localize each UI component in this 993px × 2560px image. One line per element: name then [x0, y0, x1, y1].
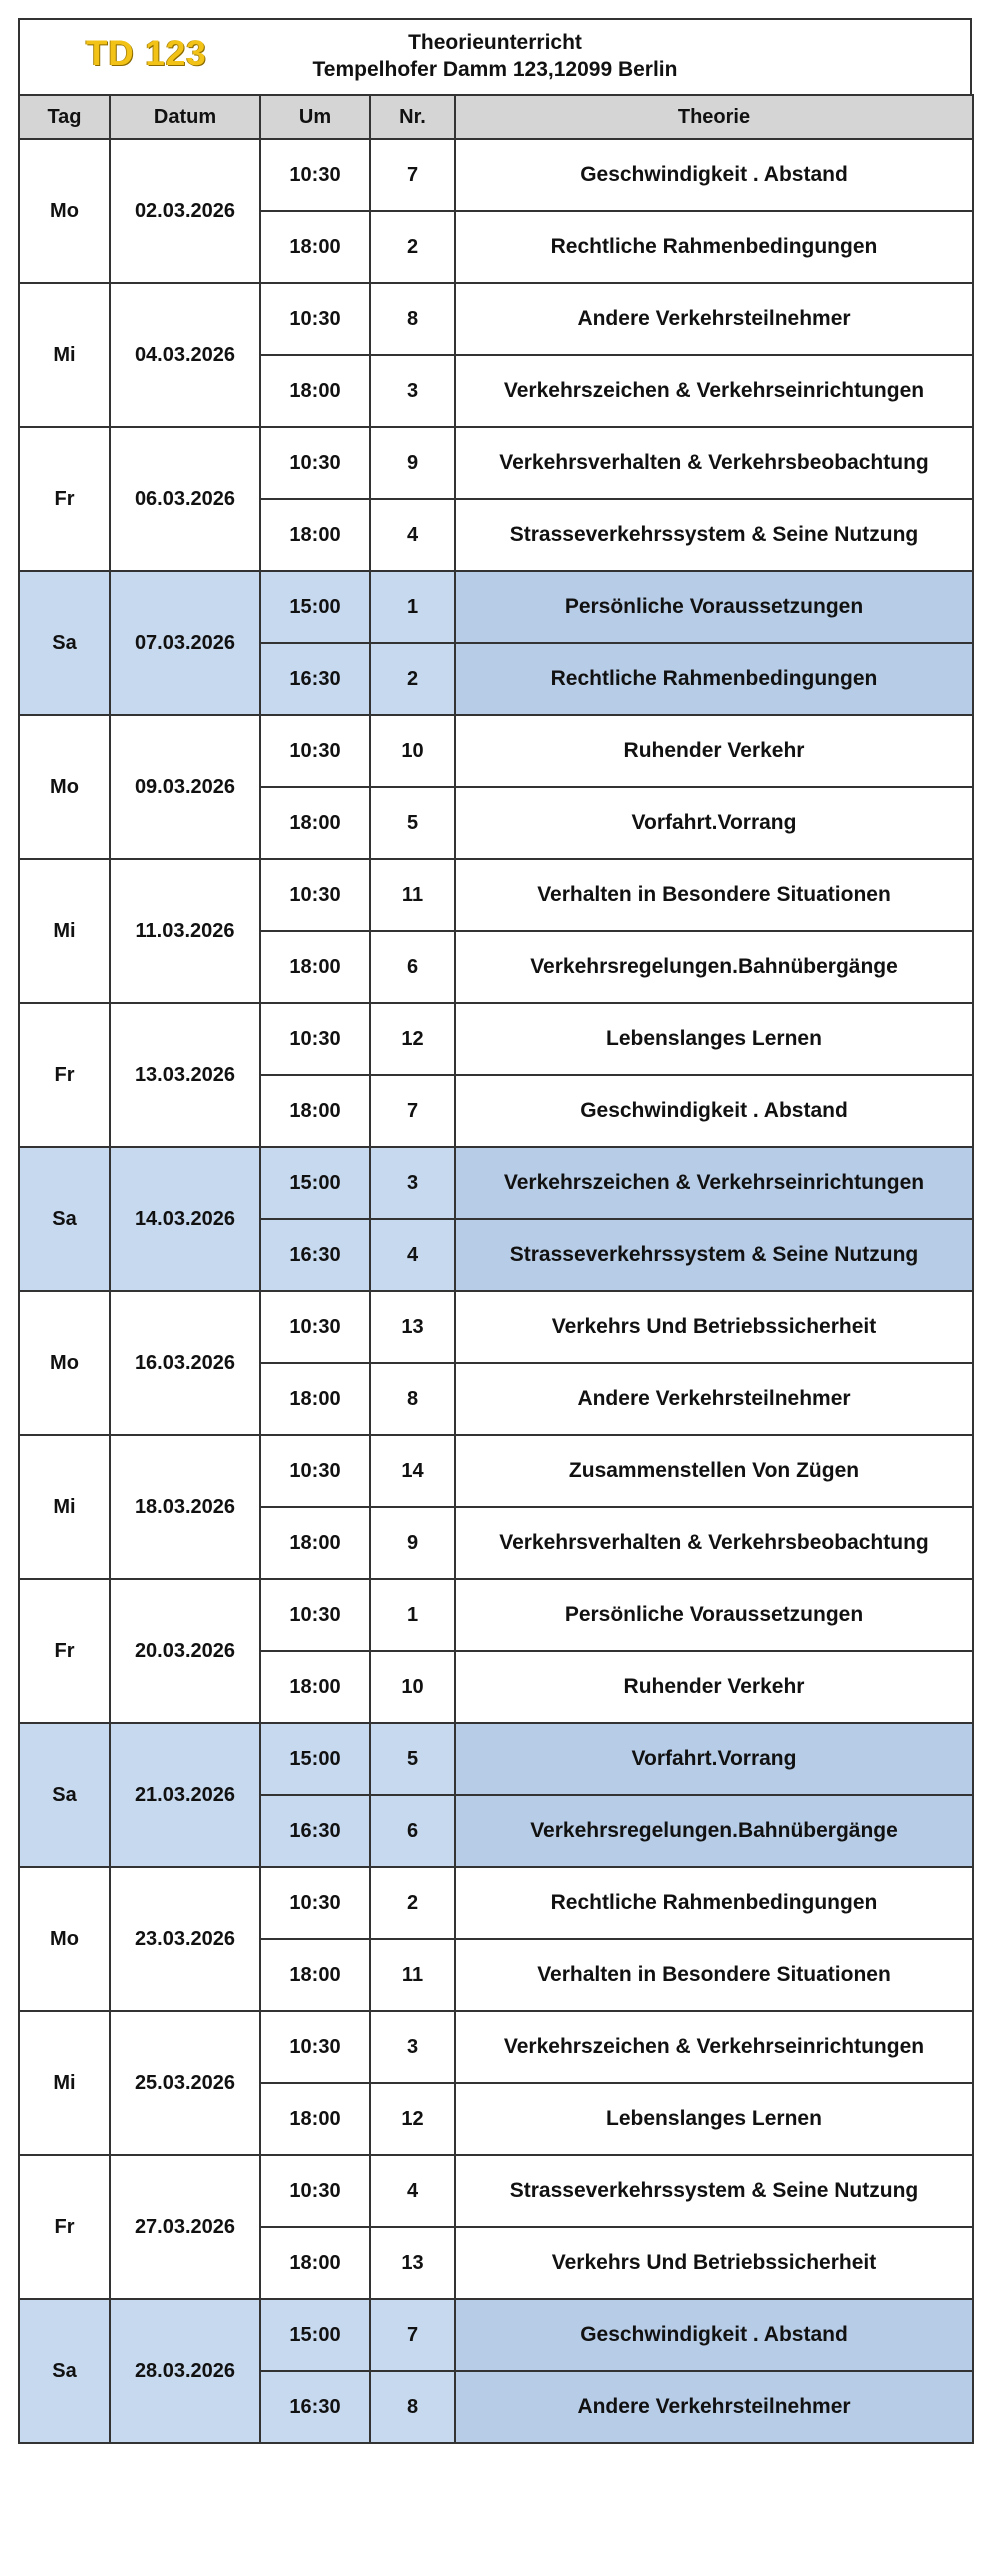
time-cell: 18:00 — [260, 1939, 370, 2011]
table-row — [19, 2011, 973, 2083]
day-cell: Mo — [19, 715, 110, 859]
time-cell: 10:30 — [260, 1003, 370, 1075]
column-header-um: Um — [260, 95, 370, 139]
lesson-number-cell: 2 — [370, 643, 455, 715]
date-cell: 25.03.2026 — [110, 2011, 260, 2155]
table-row — [19, 1435, 973, 1507]
lesson-number-cell: 7 — [370, 2299, 455, 2371]
column-header-theorie: Theorie — [455, 95, 973, 139]
date-cell: 18.03.2026 — [110, 1435, 260, 1579]
lesson-title-cell: Lebenslanges Lernen — [455, 1003, 973, 1075]
lesson-title-cell: Geschwindigkeit . Abstand — [455, 1075, 973, 1147]
table-row — [19, 1147, 973, 1219]
day-cell: Sa — [19, 1723, 110, 1867]
page-title: Theorieunterricht — [408, 31, 582, 54]
time-cell: 18:00 — [260, 2083, 370, 2155]
day-cell: Sa — [19, 2299, 110, 2443]
date-cell: 21.03.2026 — [110, 1723, 260, 1867]
date-cell: 07.03.2026 — [110, 571, 260, 715]
lesson-title-cell: Vorfahrt.Vorrang — [455, 1723, 973, 1795]
table-row — [19, 1579, 973, 1651]
date-cell: 13.03.2026 — [110, 1003, 260, 1147]
header-row — [19, 95, 973, 139]
lesson-title-cell: Verkehrs Und Betriebssicherheit — [455, 2227, 973, 2299]
lesson-title-cell: Verkehrsregelungen.Bahnübergänge — [455, 931, 973, 1003]
time-cell: 18:00 — [260, 1075, 370, 1147]
date-cell: 20.03.2026 — [110, 1579, 260, 1723]
time-cell: 18:00 — [260, 1507, 370, 1579]
lesson-number-cell: 11 — [370, 859, 455, 931]
lesson-number-cell: 7 — [370, 139, 455, 211]
time-cell: 16:30 — [260, 2371, 370, 2443]
lesson-title-cell: Verkehrszeichen & Verkehrseinrichtungen — [455, 1147, 973, 1219]
table-row — [19, 1723, 973, 1795]
day-cell: Mo — [19, 1291, 110, 1435]
lesson-title-cell: Ruhender Verkehr — [455, 1651, 973, 1723]
day-cell: Mi — [19, 2011, 110, 2155]
lesson-number-cell: 3 — [370, 1147, 455, 1219]
day-cell: Fr — [19, 2155, 110, 2299]
time-cell: 18:00 — [260, 2227, 370, 2299]
lesson-number-cell: 4 — [370, 2155, 455, 2227]
lesson-title-cell: Persönliche Voraussetzungen — [455, 571, 973, 643]
lesson-title-cell: Verhalten in Besondere Situationen — [455, 859, 973, 931]
lesson-number-cell: 13 — [370, 2227, 455, 2299]
lesson-title-cell: Geschwindigkeit . Abstand — [455, 139, 973, 211]
schedule-sheet — [18, 18, 972, 2444]
day-cell: Mo — [19, 139, 110, 283]
lesson-number-cell: 4 — [370, 499, 455, 571]
schedule-body — [19, 139, 973, 2443]
lesson-number-cell: 10 — [370, 715, 455, 787]
lesson-title-cell: Verkehrszeichen & Verkehrseinrichtungen — [455, 355, 973, 427]
day-cell: Mi — [19, 1435, 110, 1579]
lesson-title-cell: Persönliche Voraussetzungen — [455, 1579, 973, 1651]
time-cell: 16:30 — [260, 1795, 370, 1867]
date-cell: 16.03.2026 — [110, 1291, 260, 1435]
title-block — [20, 29, 970, 83]
lesson-number-cell: 12 — [370, 1003, 455, 1075]
table-row — [19, 1867, 973, 1939]
lesson-number-cell: 6 — [370, 1795, 455, 1867]
table-row — [19, 1003, 973, 1075]
lesson-number-cell: 6 — [370, 931, 455, 1003]
lesson-title-cell: Andere Verkehrsteilnehmer — [455, 283, 973, 355]
column-header-datum: Datum — [110, 95, 260, 139]
date-cell: 06.03.2026 — [110, 427, 260, 571]
lesson-title-cell: Ruhender Verkehr — [455, 715, 973, 787]
time-cell: 10:30 — [260, 2011, 370, 2083]
day-cell: Mo — [19, 1867, 110, 2011]
schedule-header — [18, 18, 972, 94]
lesson-title-cell: Verkehrsregelungen.Bahnübergänge — [455, 1795, 973, 1867]
lesson-title-cell: Geschwindigkeit . Abstand — [455, 2299, 973, 2371]
lesson-number-cell: 2 — [370, 1867, 455, 1939]
lesson-number-cell: 4 — [370, 1219, 455, 1291]
day-cell: Sa — [19, 571, 110, 715]
time-cell: 18:00 — [260, 1651, 370, 1723]
date-cell: 11.03.2026 — [110, 859, 260, 1003]
lesson-title-cell: Verkehrsverhalten & Verkehrsbeobachtung — [455, 427, 973, 499]
lesson-title-cell: Verkehrs Und Betriebssicherheit — [455, 1291, 973, 1363]
table-row — [19, 715, 973, 787]
time-cell: 18:00 — [260, 211, 370, 283]
time-cell: 15:00 — [260, 571, 370, 643]
column-header-nr: Nr. — [370, 95, 455, 139]
lesson-number-cell: 8 — [370, 1363, 455, 1435]
lesson-title-cell: Vorfahrt.Vorrang — [455, 787, 973, 859]
lesson-title-cell: Strasseverkehrssystem & Seine Nutzung — [455, 2155, 973, 2227]
time-cell: 10:30 — [260, 1291, 370, 1363]
date-cell: 09.03.2026 — [110, 715, 260, 859]
lesson-number-cell: 11 — [370, 1939, 455, 2011]
table-row — [19, 427, 973, 499]
lesson-number-cell: 14 — [370, 1435, 455, 1507]
table-row — [19, 571, 973, 643]
lesson-title-cell: Verkehrsverhalten & Verkehrsbeobachtung — [455, 1507, 973, 1579]
lesson-number-cell: 1 — [370, 571, 455, 643]
day-cell: Fr — [19, 1579, 110, 1723]
lesson-title-cell: Rechtliche Rahmenbedingungen — [455, 1867, 973, 1939]
time-cell: 18:00 — [260, 499, 370, 571]
time-cell: 15:00 — [260, 2299, 370, 2371]
date-cell: 23.03.2026 — [110, 1867, 260, 2011]
time-cell: 10:30 — [260, 1579, 370, 1651]
time-cell: 16:30 — [260, 643, 370, 715]
day-cell: Sa — [19, 1147, 110, 1291]
lesson-number-cell: 8 — [370, 283, 455, 355]
time-cell: 16:30 — [260, 1219, 370, 1291]
lesson-number-cell: 10 — [370, 1651, 455, 1723]
date-cell: 27.03.2026 — [110, 2155, 260, 2299]
lesson-number-cell: 2 — [370, 211, 455, 283]
lesson-title-cell: Rechtliche Rahmenbedingungen — [455, 211, 973, 283]
date-cell: 28.03.2026 — [110, 2299, 260, 2443]
lesson-number-cell: 7 — [370, 1075, 455, 1147]
time-cell: 18:00 — [260, 931, 370, 1003]
date-cell: 04.03.2026 — [110, 283, 260, 427]
lesson-number-cell: 5 — [370, 787, 455, 859]
day-cell: Fr — [19, 1003, 110, 1147]
time-cell: 15:00 — [260, 1147, 370, 1219]
address: Tempelhofer Damm 123,12099 Berlin — [312, 58, 678, 81]
table-row — [19, 2299, 973, 2371]
lesson-title-cell: Strasseverkehrssystem & Seine Nutzung — [455, 1219, 973, 1291]
time-cell: 18:00 — [260, 1363, 370, 1435]
lesson-number-cell: 3 — [370, 355, 455, 427]
logo: TD 123 — [86, 34, 207, 73]
time-cell: 10:30 — [260, 427, 370, 499]
date-cell: 14.03.2026 — [110, 1147, 260, 1291]
lesson-title-cell: Strasseverkehrssystem & Seine Nutzung — [455, 499, 973, 571]
table-row — [19, 859, 973, 931]
time-cell: 10:30 — [260, 859, 370, 931]
lesson-title-cell: Rechtliche Rahmenbedingungen — [455, 643, 973, 715]
day-cell: Mi — [19, 859, 110, 1003]
time-cell: 18:00 — [260, 355, 370, 427]
schedule-table — [18, 94, 974, 2444]
lesson-title-cell: Zusammenstellen Von Zügen — [455, 1435, 973, 1507]
day-cell: Mi — [19, 283, 110, 427]
time-cell: 10:30 — [260, 139, 370, 211]
table-row — [19, 1291, 973, 1363]
lesson-number-cell: 5 — [370, 1723, 455, 1795]
lesson-number-cell: 8 — [370, 2371, 455, 2443]
lesson-number-cell: 9 — [370, 1507, 455, 1579]
time-cell: 10:30 — [260, 715, 370, 787]
lesson-number-cell: 12 — [370, 2083, 455, 2155]
lesson-number-cell: 9 — [370, 427, 455, 499]
lesson-number-cell: 1 — [370, 1579, 455, 1651]
lesson-title-cell: Andere Verkehrsteilnehmer — [455, 1363, 973, 1435]
time-cell: 10:30 — [260, 1435, 370, 1507]
table-row — [19, 283, 973, 355]
table-row — [19, 139, 973, 211]
time-cell: 10:30 — [260, 1867, 370, 1939]
time-cell: 10:30 — [260, 283, 370, 355]
lesson-number-cell: 13 — [370, 1291, 455, 1363]
time-cell: 18:00 — [260, 787, 370, 859]
lesson-number-cell: 3 — [370, 2011, 455, 2083]
lesson-title-cell: Verkehrszeichen & Verkehrseinrichtungen — [455, 2011, 973, 2083]
time-cell: 10:30 — [260, 2155, 370, 2227]
table-row — [19, 2155, 973, 2227]
date-cell: 02.03.2026 — [110, 139, 260, 283]
day-cell: Fr — [19, 427, 110, 571]
time-cell: 15:00 — [260, 1723, 370, 1795]
column-header-tag: Tag — [19, 95, 110, 139]
lesson-title-cell: Andere Verkehrsteilnehmer — [455, 2371, 973, 2443]
lesson-title-cell: Lebenslanges Lernen — [455, 2083, 973, 2155]
lesson-title-cell: Verhalten in Besondere Situationen — [455, 1939, 973, 2011]
